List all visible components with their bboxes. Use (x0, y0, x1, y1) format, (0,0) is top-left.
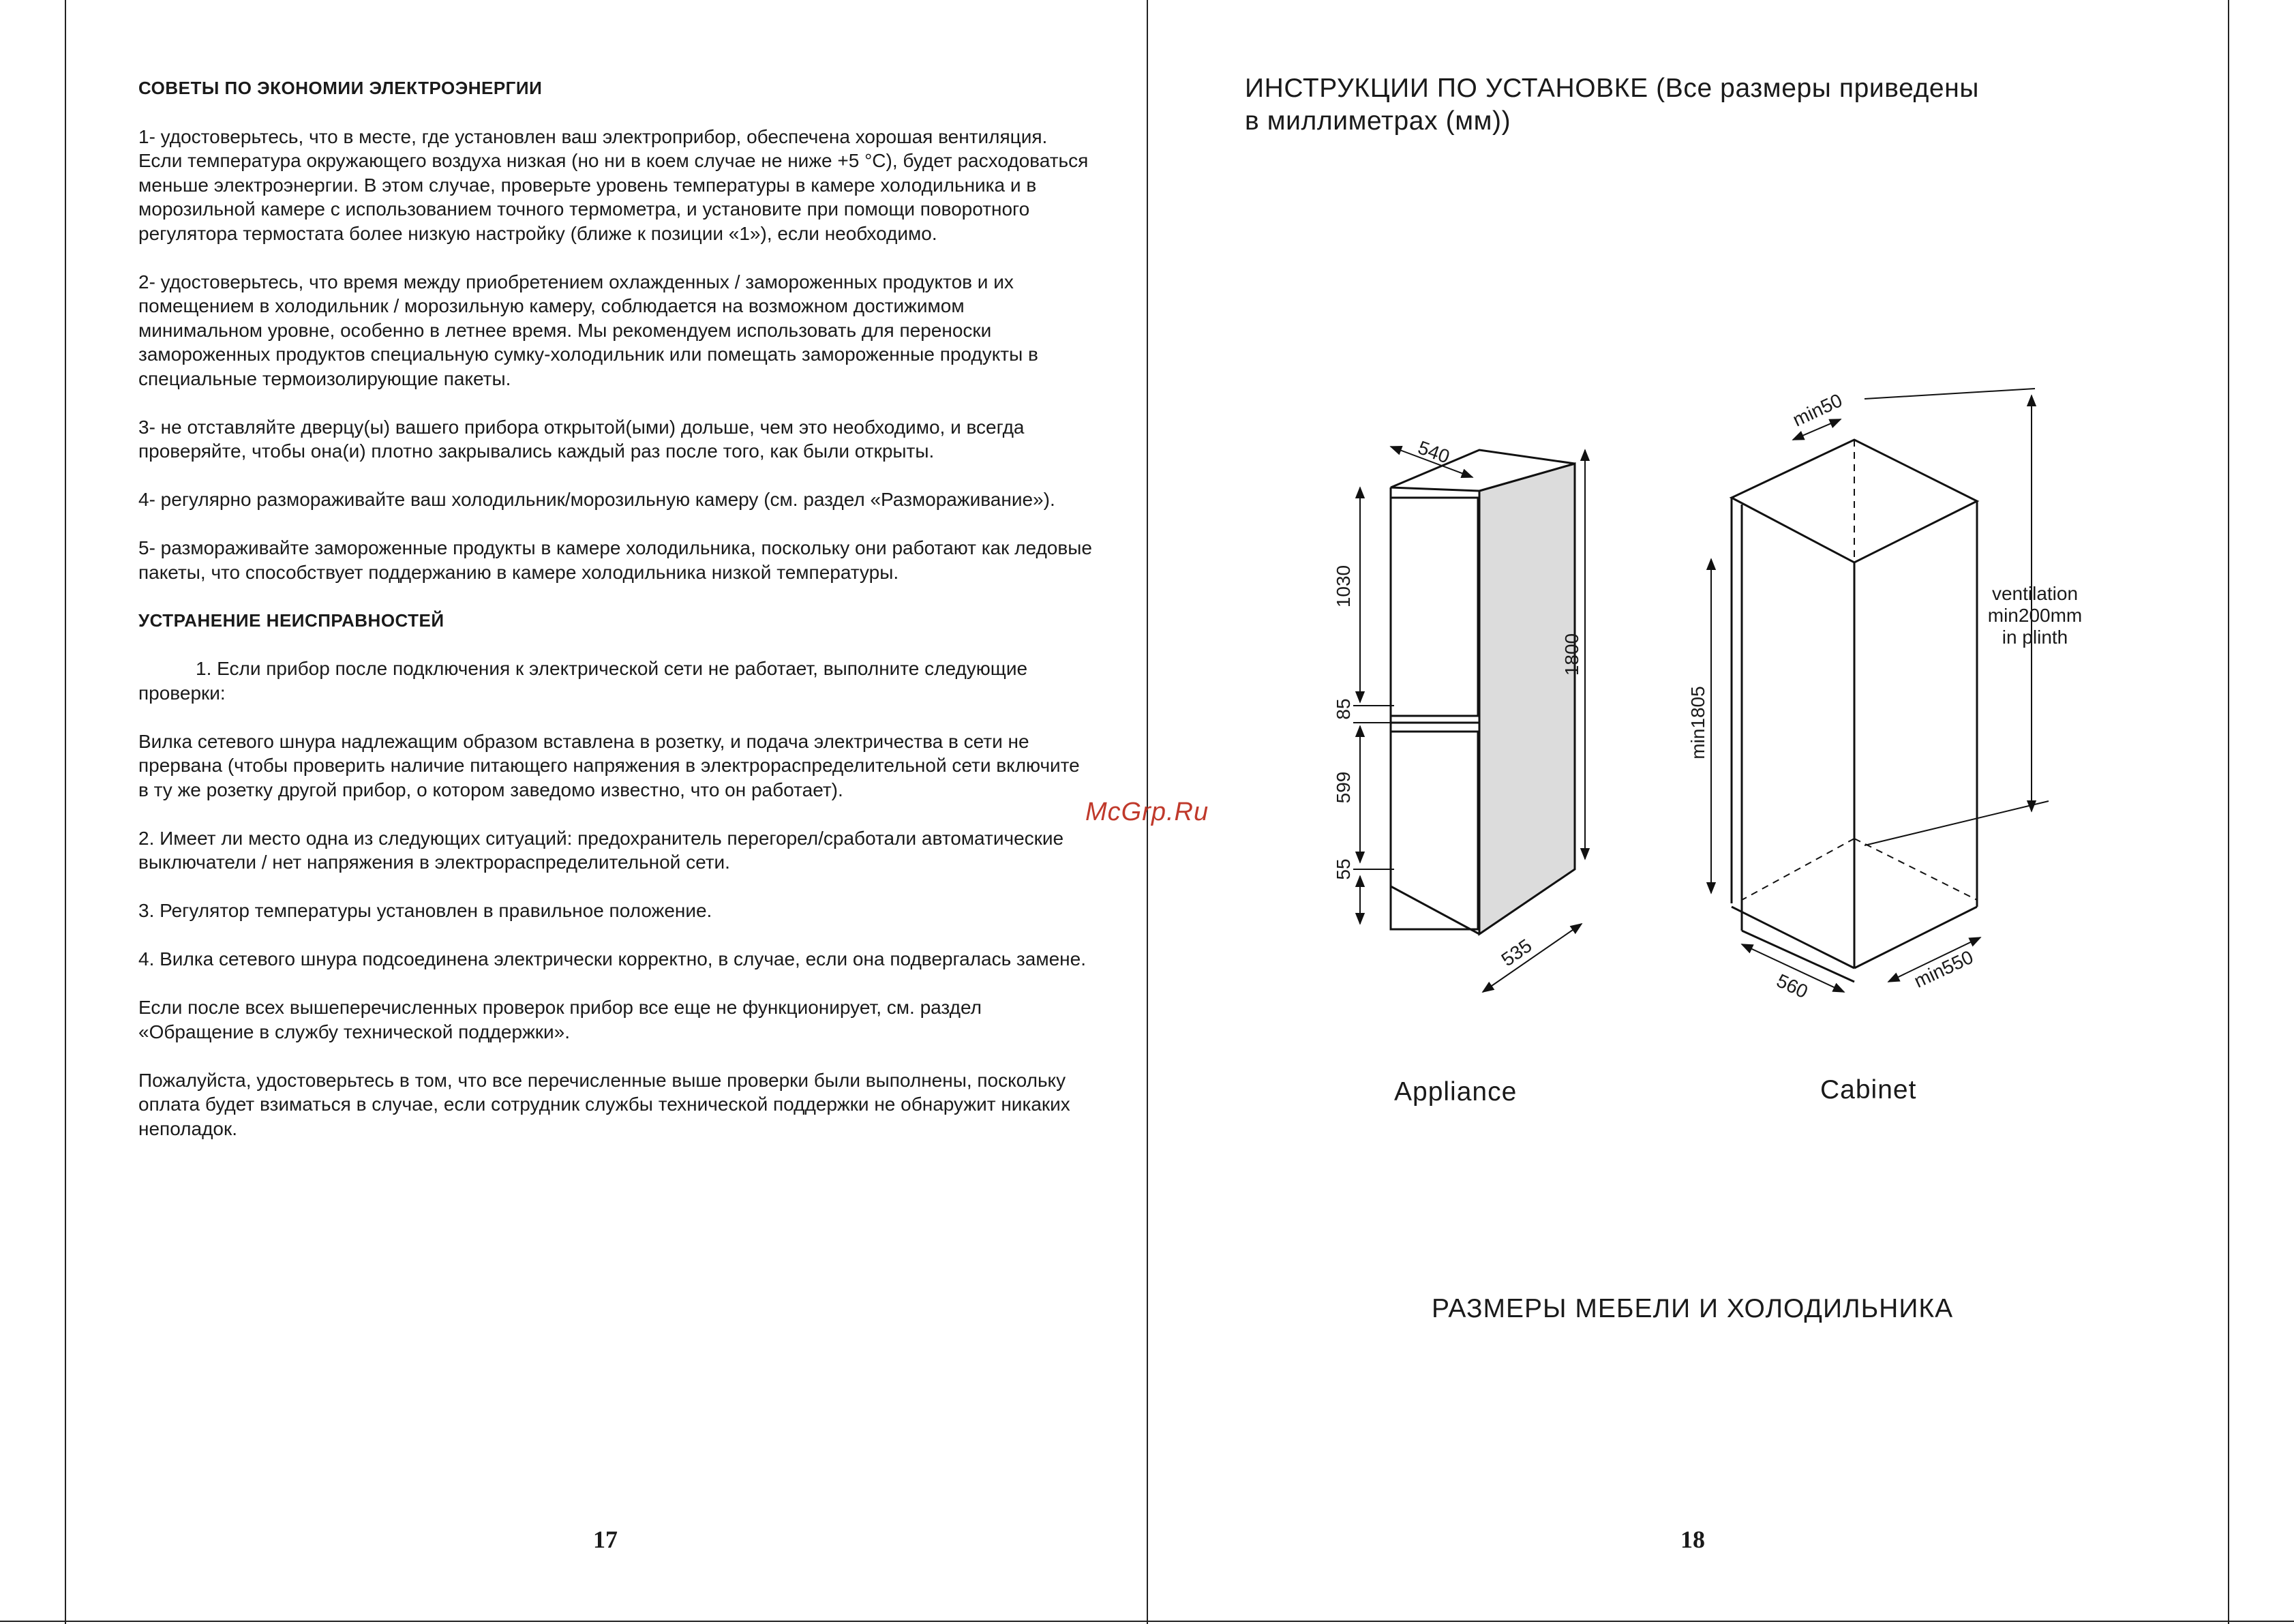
watermark: McGrp.Ru (1085, 798, 1209, 826)
installation-title: ИНСТРУКЦИИ ПО УСТАНОВКЕ (Все размеры приведены в миллиметрах (мм)) (1245, 74, 1979, 136)
furniture-dimensions-title: РАЗМЕРЫ МЕБЕЛИ И ХОЛОДИЛЬНИКА (1432, 1294, 1954, 1323)
energy-tip-1: 1- удостоверьтесь, что в месте, где установлен ваш электроприбор, обеспечена хорошая вентиляция. Если температура окружающего воздуха низкая (но ни в коем случае не ниже +5 °С), будет расходоваться меньше электроэнергии. В этом случае, проверьте уровень температуры в камере холодильника и в морозильной камере с использованием точного термометра, и установите при помощи поворотного регулятора термостата более низкую настройку (ближе к позиции «1»), если необходимо. (138, 125, 1089, 244)
cabinet-hidden-lines (1742, 440, 1977, 900)
troubleshooting-fee-note: Пожалуйста, удостоверьтесь в том, что все перечисленные выше проверки были выполнены, поскольку оплата будет взиматься в случае, если сотрудник службы технической поддержки не обнаружит никаких неполадок. (138, 1069, 1070, 1139)
energy-tip-4: 4- регулярно размораживайте ваш холодильник/морозильную камеру (см. раздел «Размораживание»). (138, 489, 1055, 510)
appliance-caption: Appliance (1394, 1077, 1518, 1107)
troubleshooting-check-3: 3. Регулятор температуры установлен в правильное положение. (138, 900, 712, 921)
appliance-lower-door (1391, 732, 1478, 929)
dim-535-label: 535 (1497, 935, 1536, 971)
dim-560-label: 560 (1773, 969, 1811, 1003)
ventilation-label-3: in plinth (2002, 627, 2068, 648)
troubleshooting-check-1: Вилка сетевого шнура надлежащим образом вставлена в розетку, и подача электричества в сети не прервана (чтобы проверить наличие питающего напряжения в электрораспределительной сети включите в ту же розетку другой прибор, о котором заведомо известно, что он работает). (138, 730, 1080, 800)
troubleshooting-support-note: Если после всех вышеперечисленных проверок прибор все еще не функционирует, см. раздел «Обращение в службу технической поддержки». (138, 997, 982, 1042)
appliance-side-panel (1479, 464, 1575, 934)
troubleshooting-heading: УСТРАНЕНИЕ НЕИСПРАВНОСТЕЙ (138, 610, 444, 631)
troubleshooting-intro: 1. Если прибор после подключения к электрической сети не работает, выполните следующие проверки: (138, 658, 1028, 704)
dim-535-line (1483, 924, 1582, 992)
ventilation-label-1: ventilation (1991, 583, 2079, 604)
dim-599-label: 599 (1333, 771, 1354, 804)
ventilation-label-2: min200mm (1987, 605, 2083, 626)
dim-min1805-label: min1805 (1687, 686, 1708, 760)
dim-55-label: 55 (1333, 858, 1354, 880)
cabinet-dimension-labels (1687, 389, 2082, 1002)
appliance-upper-door (1391, 498, 1478, 716)
energy-tip-2: 2- удостоверьтесь, что время между приобретением охлажденных / замороженных продуктов и их помещением в холодильник / морозильную камеру, соблюдается на возможном достижимом минимальном уровне, особенно в летнее время. Мы рекомендуем использовать для переноски замороженных продуктов специальную сумку-холодильник или помещать замороженные продукты в специальные термоизолирующие пакеты. (138, 271, 1038, 389)
page-number-right: 18 (1680, 1526, 1705, 1553)
energy-saving-heading: СОВЕТЫ ПО ЭКОНОМИИ ЭЛЕКТРОЭНЕРГИИ (138, 78, 543, 98)
energy-tip-5: 5- размораживайте замороженные продукты в камере холодильника, поскольку они работают как ледовые пакеты, что способствует поддержанию в камере холодильника низкой температуры. (138, 537, 1092, 583)
dim-min50-label: min50 (1789, 389, 1846, 431)
cabinet-dimension-lines (1711, 389, 2049, 992)
dim-min550-label: min550 (1910, 946, 1977, 992)
dim-1030-label: 1030 (1333, 565, 1354, 608)
energy-tip-3: 3- не отставляйте дверцу(ы) вашего прибора открытой(ыми) дольше, чем это необходимо, и всегда проверяйте, чтобы она(и) плотно закрывались каждый раз после того, как были открыты. (138, 416, 1025, 462)
dim-85-label: 85 (1333, 698, 1354, 720)
troubleshooting-check-2: 2. Имеет ли место одна из следующих ситуаций: предохранитель перегорел/сработали автоматические выключатели / нет напряжения в электрораспределительной сети. (138, 827, 1064, 873)
appliance-drawing (1391, 450, 1575, 934)
dim-540-label: 540 (1415, 436, 1453, 468)
cabinet-caption: Cabinet (1820, 1075, 1917, 1104)
page-number-left: 17 (593, 1526, 618, 1553)
dim-1800-label: 1800 (1561, 633, 1582, 676)
troubleshooting-check-4: 4. Вилка сетевого шнура подсоединена электрически корректно, в случае, если она подвергалась замене. (138, 948, 1086, 969)
